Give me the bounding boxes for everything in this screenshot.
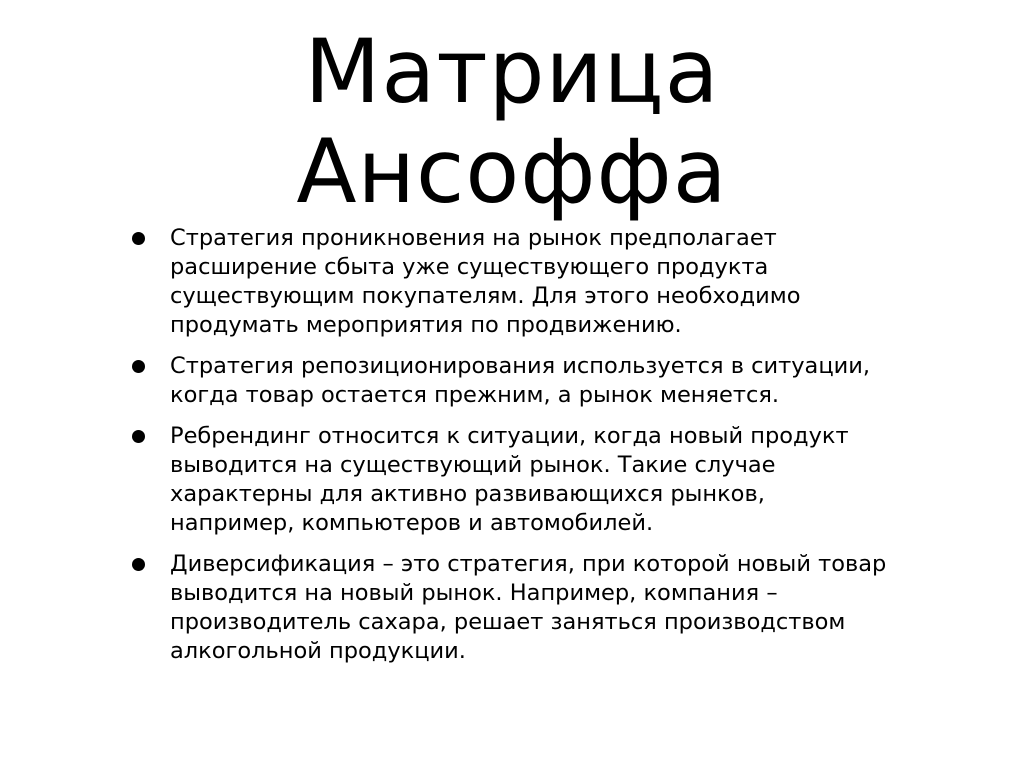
bullet-text: Стратегия репозиционирования используется в ситуации, когда товар остается прежним, а рынок меняется. bbox=[170, 353, 871, 408]
list-item bbox=[130, 224, 890, 340]
bullet-text: Ребрендинг относится к ситуации, когда новый продукт выводится на существующий рынок. Такие случае характерны для активно развивающихся рынков, например, компьютеров и автомобилей. bbox=[170, 423, 849, 536]
bullet-icon bbox=[132, 360, 145, 373]
bullet-list bbox=[130, 224, 890, 678]
bullet-text: Диверсификация – это стратегия, при которой новый товар выводится на новый рынок. Например, компания – производитель сахара, решает заняться производством алкогольной продукции. bbox=[170, 551, 887, 664]
list-item bbox=[130, 550, 890, 666]
list-item bbox=[130, 352, 890, 410]
bullet-text: Стратегия проникновения на рынок предполагает расширение сбыта уже существующего продукта существующим покупателям. Для этого необходимо продумать мероприятия по продвижению. bbox=[170, 225, 801, 338]
bullet-icon bbox=[132, 558, 145, 571]
bullet-icon bbox=[132, 430, 145, 443]
bullet-icon bbox=[132, 232, 145, 245]
page-title bbox=[0, 22, 1024, 222]
list-item bbox=[130, 422, 890, 538]
title-line-1: Матрица bbox=[304, 20, 720, 123]
title-line-2: Ансоффа bbox=[296, 120, 728, 223]
